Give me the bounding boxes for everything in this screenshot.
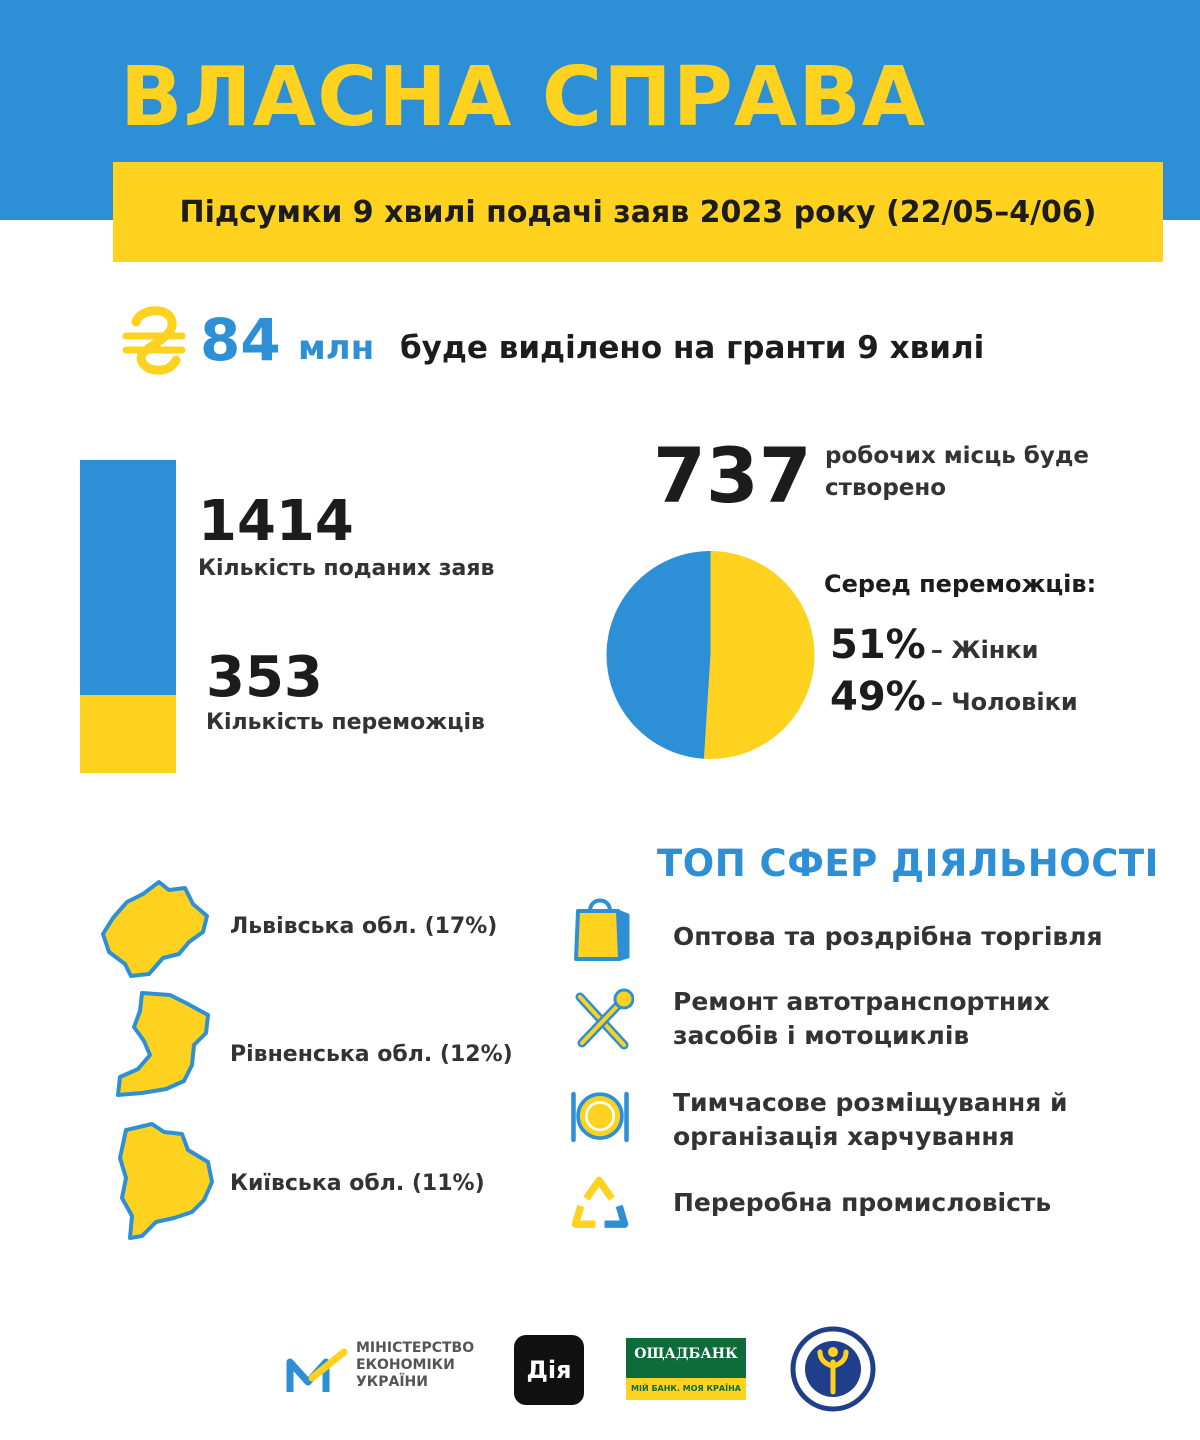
bar-winners <box>80 695 176 773</box>
top-sectors-heading: ТОП СФЕР ДІЯЛЬНОСТІ <box>657 842 1159 885</box>
region-kyiv-label: Київська обл. (11%) <box>230 1171 485 1196</box>
tools-icon <box>570 985 634 1055</box>
kyiv-region-map-icon <box>112 1120 232 1240</box>
funding-amount: 84 <box>200 306 281 374</box>
funding-unit: млн <box>298 328 375 368</box>
oschadbank-slogan: МІЙ БАНК. МОЯ КРАЇНА <box>626 1378 746 1400</box>
men-percent: 49% <box>830 674 926 720</box>
oschadbank-logo <box>626 1338 746 1400</box>
recycle-icon <box>568 1170 632 1240</box>
women-label: – Жінки <box>930 636 1039 664</box>
sector-trade: Оптова та роздрібна торгівля <box>673 922 1103 951</box>
oschadbank-name: ОЩАДБАНК <box>634 1346 738 1362</box>
gender-heading: Серед переможців: <box>824 570 1097 598</box>
women-row <box>830 622 1039 668</box>
men-label: – Чоловіки <box>930 688 1078 716</box>
subtitle-banner <box>113 162 1163 262</box>
ministry-logo-text: МІНІСТЕРСТВО ЕКОНОМІКИ УКРАЇНИ <box>356 1340 475 1390</box>
plate-icon <box>568 1082 632 1152</box>
applications-label: Кількість поданих заяв <box>198 556 495 581</box>
diia-logo: Дія <box>514 1335 584 1405</box>
winners-label: Кількість переможців <box>206 710 485 735</box>
lviv-region-map-icon <box>97 872 217 992</box>
region-lviv-label: Львівська обл. (17%) <box>230 914 498 939</box>
hryvnia-icon <box>122 300 186 380</box>
winners-value: 353 <box>206 645 323 710</box>
jobs-label: робочих місць буде створено <box>825 443 1090 501</box>
shopping-bag-icon <box>570 893 634 963</box>
subtitle: Підсумки 9 хвилі подачі заяв 2023 року (22/05–4/06) <box>179 194 1097 230</box>
women-percent: 51% <box>830 622 926 668</box>
jobs-value: 737 <box>653 431 812 520</box>
employment-service-logo-icon <box>790 1326 876 1412</box>
pie-slice-women <box>704 551 815 759</box>
region-rivne-label: Рівненська обл. (12%) <box>230 1042 513 1067</box>
applications-bar-chart <box>80 460 176 773</box>
funding-text: буде виділено на гранти 9 хвилі <box>400 330 985 366</box>
rivne-region-map-icon <box>108 985 228 1105</box>
pie-slice-men <box>606 551 710 759</box>
applications-value: 1414 <box>198 489 354 554</box>
sector-vehicle-repair: Ремонт автотранспортних засобів і мотоциклів <box>673 987 1050 1050</box>
page-title: ВЛАСНА СПРАВА <box>120 50 927 145</box>
sector-manufacturing: Переробна промисловість <box>673 1188 1052 1217</box>
men-row <box>830 674 1078 720</box>
gender-pie-chart <box>603 550 818 760</box>
ministry-logo-mark-icon <box>286 1348 348 1396</box>
sector-accommodation-food: Тимчасове розміщування й організація харчування <box>673 1088 1068 1151</box>
